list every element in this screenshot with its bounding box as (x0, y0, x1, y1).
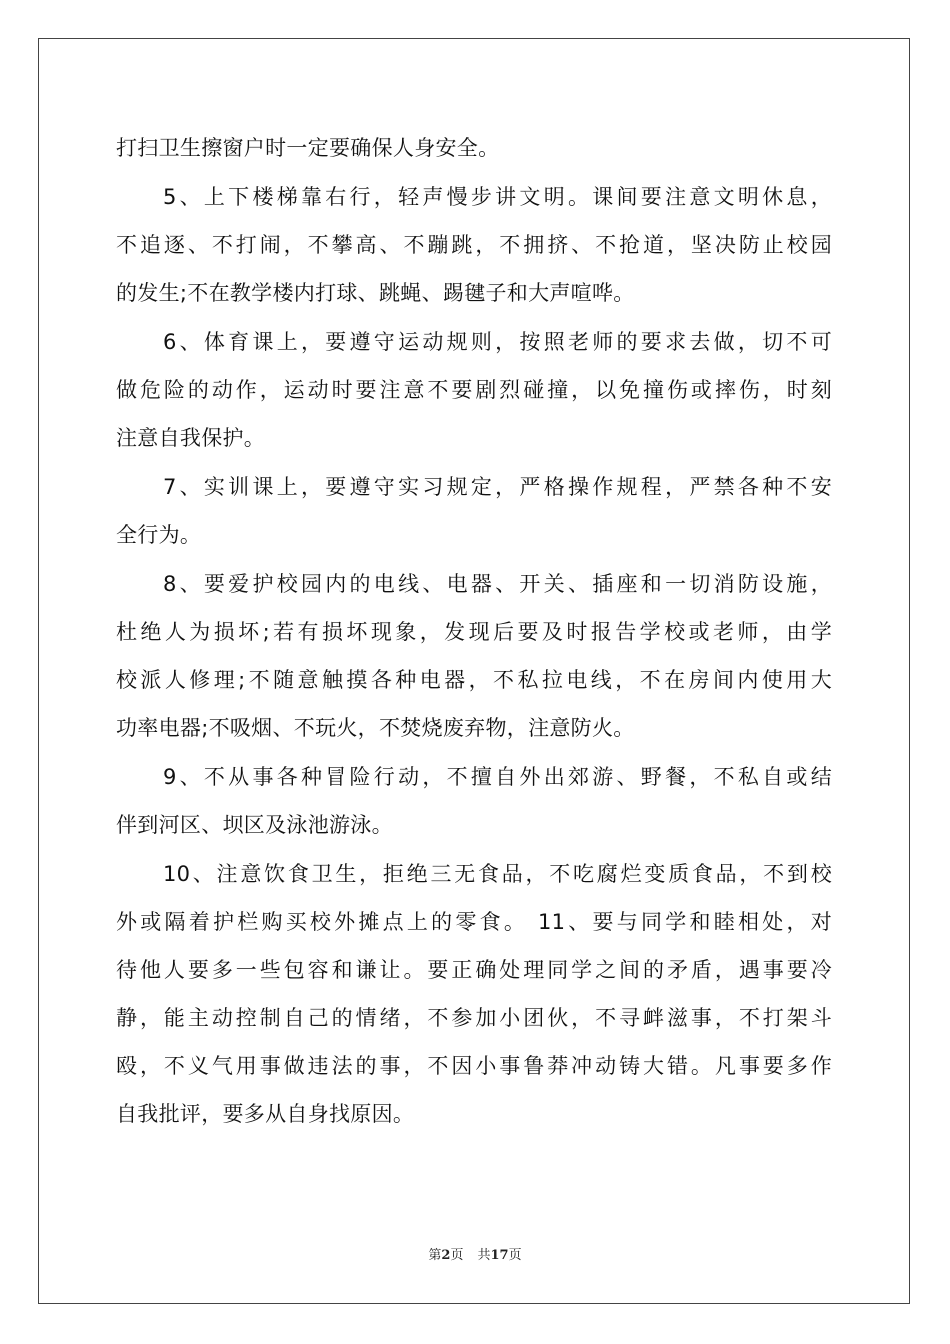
page-label-prefix: 第 (428, 1248, 442, 1263)
text-line: 8、要爱护校园内的电线、电器、开关、插座和一切消防设施， (163, 572, 832, 596)
text-line: 9、不从事各种冒险行动，不擅自外出郊游、野餐，不私自或结 (163, 765, 832, 789)
total-pages: 17 (490, 1248, 509, 1263)
total-label-prefix: 共 (477, 1248, 491, 1263)
text-line: 6、体育课上，要遵守运动规则，按照老师的要求去做，切不可 (163, 330, 832, 354)
text-line: 杜绝人为损坏;若有损坏现象，发现后要及时报告学校或老师，由学 (116, 620, 832, 644)
text-line: 10、注意饮食卫生，拒绝三无食品，不吃腐烂变质食品，不到校 (163, 862, 832, 886)
text-line: 的发生;不在教学楼内打球、跳蝇、踢毽子和大声喧哗。 (116, 281, 635, 305)
text-line: 待他人要多一些包容和谦让。要正确处理同学之间的矛盾，遇事要冷 (116, 958, 832, 982)
text-line: 功率电器;不吸烟、不玩火，不焚烧废弃物，注意防火。 (116, 716, 635, 740)
text-line: 外或隔着护栏购买校外摊点上的零食。 11、要与同学和睦相处，对 (116, 910, 832, 934)
text-line: 不追逐、不打闹，不攀高、不蹦跳，不拥挤、不抢道，坚决防止校园 (116, 233, 832, 257)
text-line: 自我批评，要多从自身找原因。 (116, 1102, 415, 1126)
text-line: 校派人修理;不随意触摸各种电器，不私拉电线，不在房间内使用大 (116, 668, 832, 692)
page-label-suffix: 页 (450, 1248, 464, 1263)
page-footer (0, 1244, 950, 1263)
text-line: 做危险的动作，运动时要注意不要剧烈碰撞，以免撞伤或摔伤，时刻 (116, 378, 832, 402)
text-line: 7、实训课上，要遵守实习规定，严格操作规程，严禁各种不安 (163, 475, 832, 499)
text-line: 全行为。 (116, 523, 202, 547)
page-number: 2 (441, 1248, 451, 1263)
total-label-suffix: 页 (508, 1248, 522, 1263)
text-line: 注意自我保护。 (116, 426, 266, 450)
text-line: 打扫卫生擦窗户时一定要确保人身安全。 (116, 136, 500, 160)
text-line: 殴，不义气用事做违法的事，不因小事鲁莽冲动铸大错。凡事要多作 (116, 1054, 832, 1078)
text-line: 5、上下楼梯靠右行，轻声慢步讲文明。课间要注意文明休息， (163, 185, 832, 209)
text-line: 静，能主动控制自己的情绪，不参加小团伙，不寻衅滋事，不打架斗 (116, 1006, 832, 1030)
document-body (116, 124, 832, 1138)
text-line: 伴到河区、坝区及泳池游泳。 (116, 813, 393, 837)
